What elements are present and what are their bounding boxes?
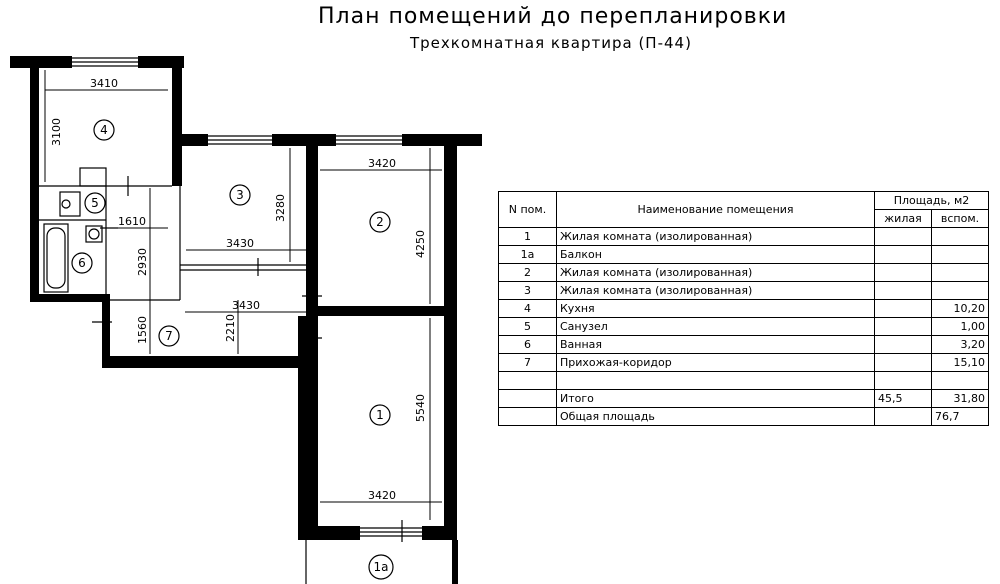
dim-2210: 2210 [224, 314, 237, 342]
header-area: Площадь, м2 [875, 192, 989, 210]
room-label-1a: 1a [373, 560, 389, 574]
table-row-grand-total [499, 408, 989, 426]
dim-4-width: 3410 [90, 77, 118, 90]
walls [10, 56, 482, 584]
room-label-5: 5 [91, 196, 99, 210]
grand-total-area: 76,7 [932, 408, 989, 426]
table-row [499, 264, 989, 282]
row-living [875, 228, 932, 246]
row-aux: 10,20 [932, 300, 989, 318]
row-living [875, 354, 932, 372]
plan-title: План помещений до перепланировки [318, 4, 788, 29]
dim-1610: 1610 [118, 215, 146, 228]
room-label-4: 4 [100, 123, 108, 137]
row-living [875, 300, 932, 318]
row-aux: 3,20 [932, 336, 989, 354]
row-num: 7 [499, 354, 557, 372]
dim-1560: 1560 [136, 316, 149, 344]
row-aux [932, 282, 989, 300]
header-name: Наименование помещения [557, 192, 875, 228]
room-label-3: 3 [236, 188, 244, 202]
row-aux [932, 246, 989, 264]
row-num: 5 [499, 318, 557, 336]
row-living [875, 282, 932, 300]
table-row [499, 318, 989, 336]
total-living: 45,5 [875, 390, 932, 408]
table-row [499, 228, 989, 246]
row-name: Общая площадь [557, 408, 875, 426]
dim-2930: 2930 [136, 248, 149, 276]
dim-3-width: 3430 [226, 237, 254, 250]
row-aux [932, 372, 989, 390]
row-aux [932, 228, 989, 246]
row-num [499, 372, 557, 390]
row-num [499, 390, 557, 408]
row-name [557, 372, 875, 390]
dim-2-width: 3420 [368, 157, 396, 170]
row-num: 3 [499, 282, 557, 300]
row-living [875, 264, 932, 282]
row-name: Ванная [557, 336, 875, 354]
total-aux: 31,80 [932, 390, 989, 408]
dim-3-height: 3280 [274, 194, 287, 222]
table-row [499, 282, 989, 300]
row-num: 6 [499, 336, 557, 354]
row-aux [932, 264, 989, 282]
row-name: Балкон [557, 246, 875, 264]
dim-4-height: 3100 [50, 118, 63, 146]
row-num: 1a [499, 246, 557, 264]
row-aux: 15,10 [932, 354, 989, 372]
header-living: жилая [875, 210, 932, 228]
header-num: N пом. [499, 192, 557, 228]
room-label-7: 7 [165, 329, 173, 343]
header-aux: вспом. [932, 210, 989, 228]
row-living [875, 336, 932, 354]
plan-subtitle: Трехкомнатная квартира (П-44) [410, 34, 692, 52]
room-markers [72, 120, 393, 579]
row-num: 1 [499, 228, 557, 246]
row-name: Санузел [557, 318, 875, 336]
dim-1-height: 5540 [414, 394, 427, 422]
dim-2-height: 4250 [414, 230, 427, 258]
row-living [875, 372, 932, 390]
room-label-6: 6 [78, 256, 86, 270]
row-name: Итого [557, 390, 875, 408]
room-numbers [78, 123, 388, 574]
row-num [499, 408, 557, 426]
row-num: 4 [499, 300, 557, 318]
row-aux: 1,00 [932, 318, 989, 336]
dim-corridor-width: 3430 [232, 299, 260, 312]
room-label-2: 2 [376, 215, 384, 229]
row-name: Жилая комната (изолированная) [557, 282, 875, 300]
table-row-total [499, 390, 989, 408]
room-area-table [498, 191, 989, 426]
table-row [499, 372, 989, 390]
table-row [499, 300, 989, 318]
row-living [875, 318, 932, 336]
row-name: Кухня [557, 300, 875, 318]
row-name: Жилая комната (изолированная) [557, 228, 875, 246]
room-label-1: 1 [376, 408, 384, 422]
row-name: Жилая комната (изолированная) [557, 264, 875, 282]
row-num: 2 [499, 264, 557, 282]
row-living [875, 408, 932, 426]
table-row [499, 354, 989, 372]
table-row [499, 246, 989, 264]
row-living [875, 246, 932, 264]
row-name: Прихожая-коридор [557, 354, 875, 372]
table-row [499, 336, 989, 354]
dim-1-width: 3420 [368, 489, 396, 502]
